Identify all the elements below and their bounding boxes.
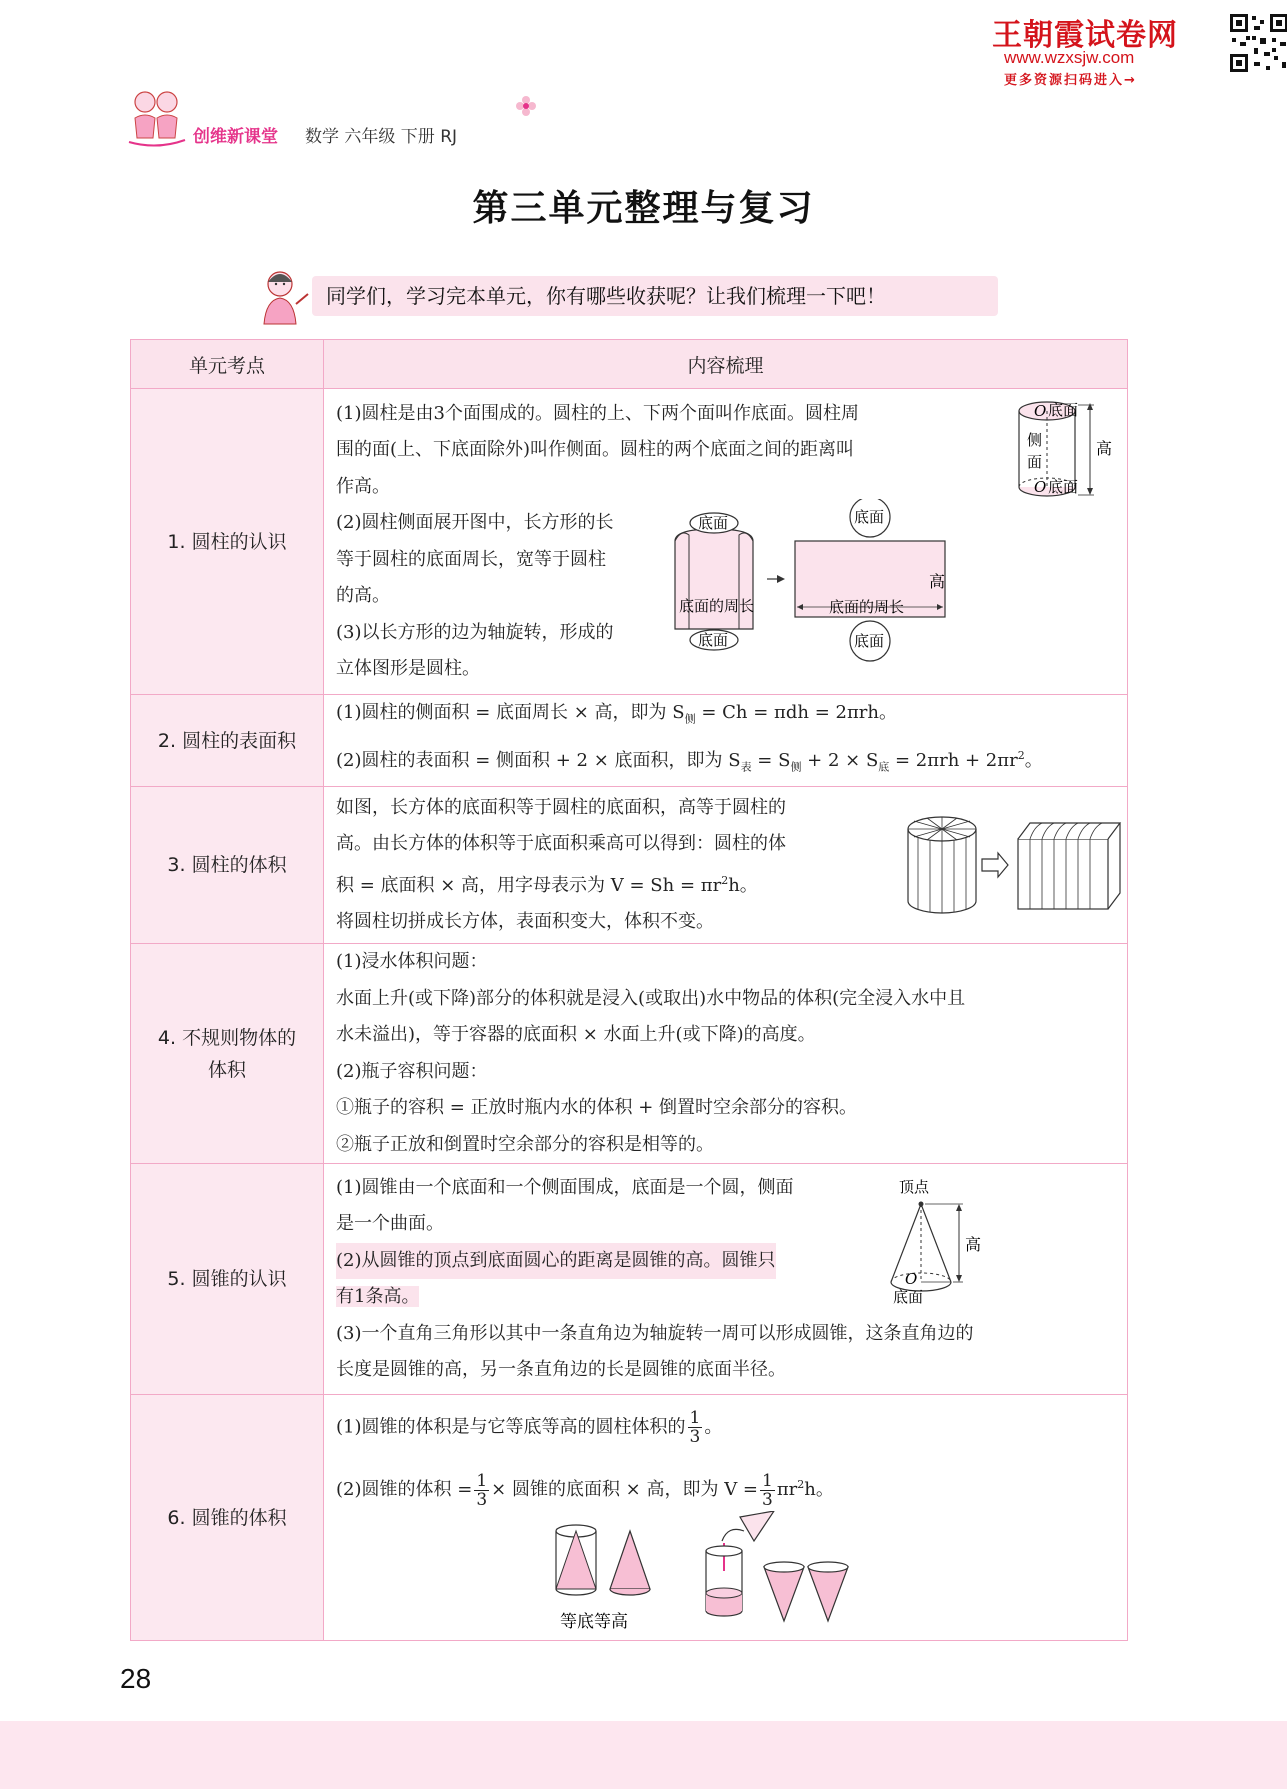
book-info: 数学 六年级 下册 RJ [305,127,458,147]
content-line: 围的面(上、下底面除外)叫作侧面。圆柱的两个底面之间的距离叫 [336,439,855,460]
content-line: 等于圆柱的底面周长，宽等于圆柱 [336,548,606,570]
label-side-2: 面 [1027,453,1043,471]
watermark-more: 更多资源扫码进入→ [1004,73,1137,88]
table-row [131,695,1128,787]
greeting-banner: 同学们，学习完本单元，你有哪些收获呢？让我们梳理一下吧！ [312,276,998,316]
content-line: (3)以长方形的边为轴旋转，形成的 [336,621,614,643]
page-number: 28 [120,1663,152,1694]
column-header-content: 内容梳理 [324,340,1128,389]
flower-icon [515,95,537,117]
cone-label-base: 底面 [893,1288,924,1307]
net-label-base-right-top: 底面 [854,508,885,526]
label-base-top: 底面 [1048,401,1079,419]
table-row [131,1164,1128,1395]
table-row [131,1395,1128,1641]
content-line: 是一个曲面。 [336,1213,444,1235]
cone-figure [879,1170,1019,1310]
table-row [131,389,1128,695]
watermark-brand: 王朝霞试卷网 [992,18,1178,53]
footer-decoration [0,1721,1287,1789]
topic-cell: 1. 圆柱的认识 [131,389,324,695]
volume-formula: 积 = 底面积 × 高，用字母表示为 $V = Sh = \pi r^2h$。 [336,873,758,896]
cylinder-to-cuboid-figure [902,809,1122,919]
teacher-avatar-icon [252,266,314,328]
content-cell [324,787,1128,944]
content-line: 水未溢出)，等于容器的底面积 × 水面上升(或下降)的高度。 [336,1024,816,1046]
same-base-height-figure [546,1515,666,1635]
content-line: (1)圆柱是由3个面围成的。圆柱的上、下两个面叫作底面。圆柱周 [336,402,859,424]
net-label-base-top: 底面 [698,514,729,532]
cylinder-net-figure [659,499,989,669]
cone-volume-ratio: (1)圆锥的体积是与它等底等高的圆柱体积的 $\frac{1}{3}$ 。 [336,1408,723,1448]
table-row [131,787,1128,944]
content-cell [324,944,1128,1164]
content-line: 高。由长方体的体积等于底面积乘高可以得到：圆柱的体 [336,833,786,855]
content-line: (2)从圆锥的顶点到底面圆心的距离是圆锥的高。圆锥只 [336,1243,776,1280]
content-line: (2)圆柱侧面展开图中，长方形的长 [336,512,614,533]
label-o-top: O [1034,402,1047,420]
content-cell [324,1164,1128,1395]
cone-volume-formula: (2)圆锥的体积 = $\frac{1}{3}$ × 圆锥的底面积 × 高，即为 V = $\frac{1}{3}$ $\pi r^2h$。 [336,1470,834,1510]
table-row [131,944,1128,1164]
net-label-perimeter-right: 底面的周长 [829,598,905,616]
surface-area-formula: (2)圆柱的表面积 = 侧面积 + 2 × 底面积，即为 $S_表 = S_侧 + 2 \times S_底 = 2\pi rh + 2\pi r^2$。 [336,749,1043,774]
topic-cell: 2. 圆柱的表面积 [131,695,324,787]
label-base-bottom: 底面 [1048,478,1079,496]
content-line: 将圆柱切拼成长方体，表面积变大，体积不变。 [336,911,714,933]
label-side-1: 侧 [1027,431,1043,449]
label-o-bottom: O [1034,478,1047,496]
content-line: 如图，长方体的底面积等于圆柱的底面积，高等于圆柱的 [336,796,786,818]
net-label-base-right-bottom: 底面 [854,632,885,650]
topic-cell: 5. 圆锥的认识 [131,1164,324,1395]
cone-label-apex: 顶点 [899,1178,930,1197]
caption-same-base-height: 等底等高 [560,1612,628,1633]
topic-cell: 6. 圆锥的体积 [131,1395,324,1641]
pouring-experiment-figure [688,1511,868,1631]
page-title: 第三单元整理与复习 [472,188,815,229]
content-cell [324,389,1128,695]
cone-label-height: 高 [965,1235,982,1255]
content-line: 作高。 [336,475,390,497]
content-line: (2)瓶子容积问题： [336,1060,488,1082]
net-label-base-bottom: 底面 [698,631,729,649]
lateral-area-formula: (1)圆柱的侧面积 = 底面周长 × 高，即为 $S_侧 = Ch = \pi dh = 2\pi rh$。 [336,702,897,726]
net-label-perimeter: 底面的周长 [679,597,755,615]
topic-cell: 3. 圆柱的体积 [131,787,324,944]
series-brand: 创维新课堂 [193,127,278,147]
topic-cell: 4. 不规则物体的 体积 [131,944,324,1164]
review-table [130,339,1128,1641]
net-label-height: 高 [929,572,946,591]
kids-logo-icon [125,88,189,150]
content-cell [324,1395,1128,1641]
content-line: ②瓶子正放和倒置时空余部分的容积是相等的。 [336,1133,714,1155]
content-cell [324,695,1128,787]
column-header-topic: 单元考点 [131,340,324,389]
content-line: (1)圆锥由一个底面和一个侧面围成，底面是一个圆，侧面 [336,1176,794,1198]
content-line: 有1条高。 [336,1286,420,1308]
watermark-url[interactable]: www.wzxsjw.com [1004,48,1135,67]
label-height: 高 [1096,439,1113,458]
cone-label-o: O [905,1270,918,1289]
content-line: ①瓶子的容积 = 正放时瓶内水的体积 + 倒置时空余部分的容积。 [336,1097,858,1119]
table-header-row [131,340,1128,389]
content-line: 水面上升(或下降)部分的体积就是浸入(或取出)水中物品的体积(完全浸入水中且 [336,987,966,1009]
content-line: 的高。 [336,585,390,606]
cylinder-figure [1012,397,1132,507]
content-line: (1)浸水体积问题： [336,951,488,973]
content-line: 立体图形是圆柱。 [336,658,480,679]
content-line: 长度是圆锥的高，另一条直角边的长是圆锥的底面半径。 [336,1359,786,1381]
qr-code-icon[interactable] [1228,12,1287,74]
watermark [992,10,1232,88]
content-line: (3)一个直角三角形以其中一条直角边为轴旋转一周可以形成圆锥，这条直角边的 [336,1322,974,1344]
book-header [125,88,525,150]
